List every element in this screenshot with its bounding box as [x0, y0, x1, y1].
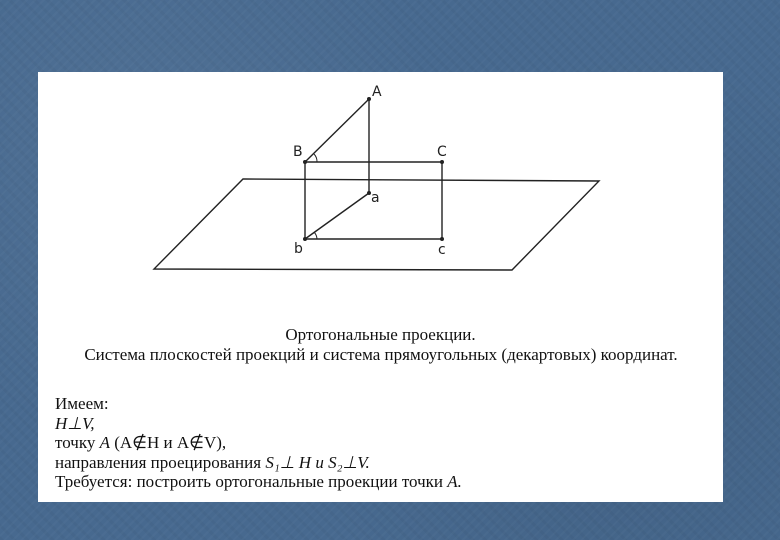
label-C: C — [437, 144, 447, 160]
content-sheet — [38, 72, 723, 502]
given-line-4 — [55, 472, 462, 492]
label-a: a — [371, 190, 380, 206]
angle-arc-lower-b — [314, 232, 317, 239]
label-B: B — [293, 144, 303, 160]
given-line-3 — [55, 453, 462, 473]
point-B — [303, 160, 307, 164]
given-heading: Имеем: — [55, 394, 109, 413]
given-line-2-point: A — [99, 433, 110, 452]
label-c: c — [438, 242, 446, 258]
angle-arc-b — [314, 154, 317, 162]
given-line-2-condition: (A∉H и A∉V), — [109, 433, 227, 452]
caption-title: Ортогональные проекции. — [285, 325, 476, 344]
given-line-4-prefix: Требуется: построить ортогональные проекции точки — [55, 472, 448, 491]
label-A: A — [372, 84, 382, 100]
given-line-1: H⊥V, — [55, 413, 95, 433]
given-line-2-prefix: точку — [55, 433, 100, 452]
given-line-4-point: A. — [447, 472, 462, 491]
point-C — [440, 160, 444, 164]
given-block — [55, 394, 462, 492]
caption-subtitle: Система плоскостей проекций и система прямоугольных (декартовых) координат. — [84, 345, 678, 364]
projection-figure — [38, 72, 723, 312]
point-A — [367, 97, 371, 101]
line-ab-upper — [305, 99, 369, 162]
given-line-2 — [55, 433, 462, 453]
label-b: b — [294, 241, 303, 257]
point-b — [303, 237, 307, 241]
given-line-3-formula: S₁⊥ H и S₂⊥V. — [265, 452, 370, 472]
point-c — [440, 237, 444, 241]
given-line-3-prefix: направления проецирования — [55, 452, 266, 472]
